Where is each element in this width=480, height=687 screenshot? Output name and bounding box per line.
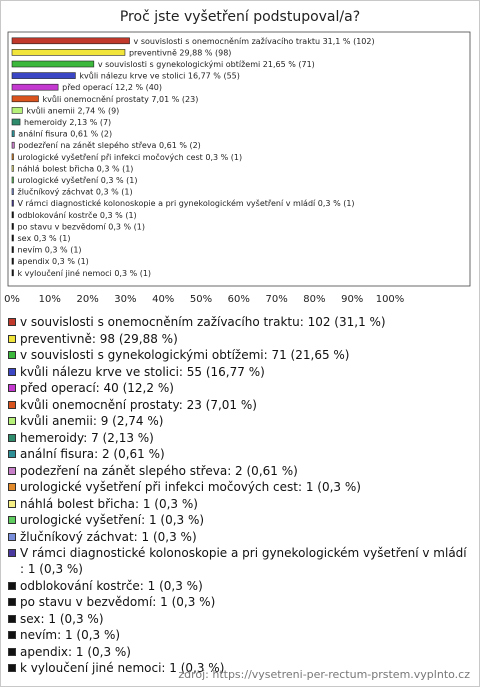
legend-item xyxy=(6,463,474,479)
bar-label: odblokování kostrče 0,3 % (1) xyxy=(17,210,137,220)
legend-swatch xyxy=(8,401,16,409)
x-tick-label: 50% xyxy=(189,294,213,305)
bar-label: urologické vyšetření při infekci močových cest 0,3 % (1) xyxy=(17,152,243,162)
chart-title: Proč jste vyšetření podstupoval/a? xyxy=(119,9,361,25)
bar xyxy=(12,61,94,67)
legend-swatch xyxy=(8,598,16,606)
bar xyxy=(12,107,22,113)
legend-swatch xyxy=(8,533,16,541)
bar-label: nevím 0,3 % (1) xyxy=(17,245,82,255)
legend-item xyxy=(6,496,474,512)
x-tick-label: 40% xyxy=(152,294,175,305)
bar xyxy=(12,258,14,264)
bar xyxy=(12,154,14,160)
bar xyxy=(12,96,38,102)
bar-label: kvůli onemocnění prostaty 7,01 % (23) xyxy=(42,94,199,104)
legend-swatch xyxy=(8,351,16,359)
legend-label: k vyloučení jiné nemoci: 1 (0,3 %) xyxy=(20,661,225,675)
legend-item xyxy=(6,594,474,610)
bar-label: žlučníkový záchvat 0,3 % (1) xyxy=(17,187,133,197)
bar xyxy=(12,142,14,148)
legend-item xyxy=(6,397,474,413)
bar-label: před operací 12,2 % (40) xyxy=(62,83,163,93)
legend-item xyxy=(6,331,474,347)
legend-item xyxy=(6,611,474,627)
bar-label: v souvislosti s onemocněním zažívacího traktu 31,1 % (102) xyxy=(133,36,375,46)
bar-label: sex 0,3 % (1) xyxy=(17,234,71,243)
legend-label: urologické vyšetření: 1 (0,3 %) xyxy=(20,513,205,527)
bar xyxy=(12,223,14,229)
bar-label: apendix 0,3 % (1) xyxy=(17,257,89,267)
bar-label: náhlá bolest břicha 0,3 % (1) xyxy=(17,164,134,174)
legend-swatch xyxy=(8,664,16,672)
bar xyxy=(12,235,14,241)
legend-swatch xyxy=(8,318,16,326)
bar-label: V rámci diagnostické kolonoskopie a pri gynekologickém vyšetření v mládí 0,3 % (1) xyxy=(17,199,355,209)
legend-label: kvůli onemocnění prostaty: 23 (7,01 %) xyxy=(20,397,257,412)
legend-swatch xyxy=(8,582,16,590)
legend-swatch xyxy=(8,500,16,508)
legend-item xyxy=(6,314,474,330)
chart-legend xyxy=(6,314,474,677)
legend-item xyxy=(6,380,474,396)
bar-label: po stavu v bezvědomí 0,3 % (1) xyxy=(17,222,145,232)
x-tick-label: 60% xyxy=(227,294,250,305)
bar xyxy=(12,177,14,183)
legend-swatch xyxy=(8,335,16,343)
bar xyxy=(12,189,14,195)
bar-label: preventivně 29,88 % (98) xyxy=(128,48,232,58)
bar-label: kvůli anemii 2,74 % (9) xyxy=(26,106,120,116)
legend-label: náhlá bolest břicha: 1 (0,3 %) xyxy=(20,496,198,511)
legend-label: nevím: 1 (0,3 %) xyxy=(20,628,121,642)
legend-item xyxy=(6,512,474,528)
legend-item xyxy=(6,430,474,446)
legend-label: v souvislosti s gynekologickými obtížemi: 71 (21,65 %) xyxy=(20,348,350,362)
bar-label: kvůli nálezu krve ve stolici 16,77 % (55) xyxy=(79,71,240,81)
legend-item xyxy=(6,446,474,462)
legend-label: kvůli anemii: 9 (2,74 %) xyxy=(20,414,164,428)
legend-label: kvůli nálezu krve ve stolici: 55 (16,77 %) xyxy=(20,364,265,379)
bar xyxy=(12,247,14,253)
legend-label: hemeroidy: 7 (2,13 %) xyxy=(20,430,154,445)
bar-label: anální fisura 0,61 % (2) xyxy=(18,129,113,139)
x-tick-label: 90% xyxy=(341,294,364,305)
x-tick-label: 20% xyxy=(76,294,99,305)
legend-label: podezření na zánět slepého střeva: 2 (0,61 %) xyxy=(20,463,298,478)
legend-item xyxy=(6,545,474,577)
legend-label: V rámci diagnostické kolonoskopie a pri gynekologickém vyšetření v mládí : 1 (0,3 %) xyxy=(20,546,467,576)
legend-label: odblokování kostrče: 1 (0,3 %) xyxy=(20,578,203,593)
legend-item xyxy=(6,578,474,594)
bar-label: podezření na zánět slepého střeva 0,61 % (2) xyxy=(18,141,201,151)
legend-swatch xyxy=(8,368,16,376)
bar xyxy=(12,84,58,90)
bar-label: k vyloučení jiné nemoci 0,3 % (1) xyxy=(17,268,152,278)
legend-item xyxy=(6,529,474,545)
legend-item xyxy=(6,413,474,429)
legend-label: anální fisura: 2 (0,61 %) xyxy=(20,447,165,461)
bar xyxy=(12,165,14,171)
legend-swatch xyxy=(8,483,16,491)
bar xyxy=(12,38,130,44)
bar-label: hemeroidy 2,13 % (7) xyxy=(24,118,112,127)
legend-label: urologické vyšetření při infekci močových cest: 1 (0,3 %) xyxy=(20,480,361,494)
x-tick-label: 80% xyxy=(303,294,326,305)
x-tick-label: 30% xyxy=(114,294,137,305)
bar-label: urologické vyšetření 0,3 % (1) xyxy=(17,176,138,185)
source-credit: zdroj: https://vysetreni-per-rectum-prstem.vyplnto.cz xyxy=(178,668,470,681)
legend-swatch xyxy=(8,450,16,458)
legend-item xyxy=(6,627,474,643)
legend-item xyxy=(6,479,474,495)
legend-label: apendix: 1 (0,3 %) xyxy=(20,644,131,659)
legend-swatch xyxy=(8,615,16,623)
bar xyxy=(12,270,14,276)
legend-swatch xyxy=(8,384,16,392)
legend-label: sex: 1 (0,3 %) xyxy=(20,611,104,626)
legend-label: před operací: 40 (12,2 %) xyxy=(20,381,174,395)
legend-item xyxy=(6,364,474,380)
legend-item xyxy=(6,347,474,363)
legend-label: v souvislosti s onemocněním zažívacího traktu: 102 (31,1 %) xyxy=(20,315,386,329)
legend-label: po stavu v bezvědomí: 1 (0,3 %) xyxy=(20,595,216,609)
bar xyxy=(12,200,14,206)
legend-swatch xyxy=(8,434,16,442)
bar-chart xyxy=(0,0,480,310)
x-tick-label: 100% xyxy=(375,294,405,305)
bar-label: v souvislosti s gynekologickými obtížemi 21,65 % (71) xyxy=(97,60,315,69)
x-tick-label: 0% xyxy=(4,294,20,305)
legend-item xyxy=(6,644,474,660)
bar xyxy=(12,131,14,137)
legend-swatch xyxy=(8,467,16,475)
legend-swatch xyxy=(8,516,16,524)
legend-swatch xyxy=(8,648,16,656)
bar xyxy=(12,73,75,79)
bar xyxy=(12,212,14,218)
x-tick-label: 70% xyxy=(265,294,288,305)
bar xyxy=(12,119,20,125)
legend-label: preventivně: 98 (29,88 %) xyxy=(20,331,178,346)
x-tick-label: 10% xyxy=(38,294,61,305)
legend-label: žlučníkový záchvat: 1 (0,3 %) xyxy=(20,529,197,544)
legend-swatch xyxy=(8,631,16,639)
bar xyxy=(12,49,125,55)
legend-swatch xyxy=(8,417,16,425)
legend-swatch xyxy=(8,549,16,557)
